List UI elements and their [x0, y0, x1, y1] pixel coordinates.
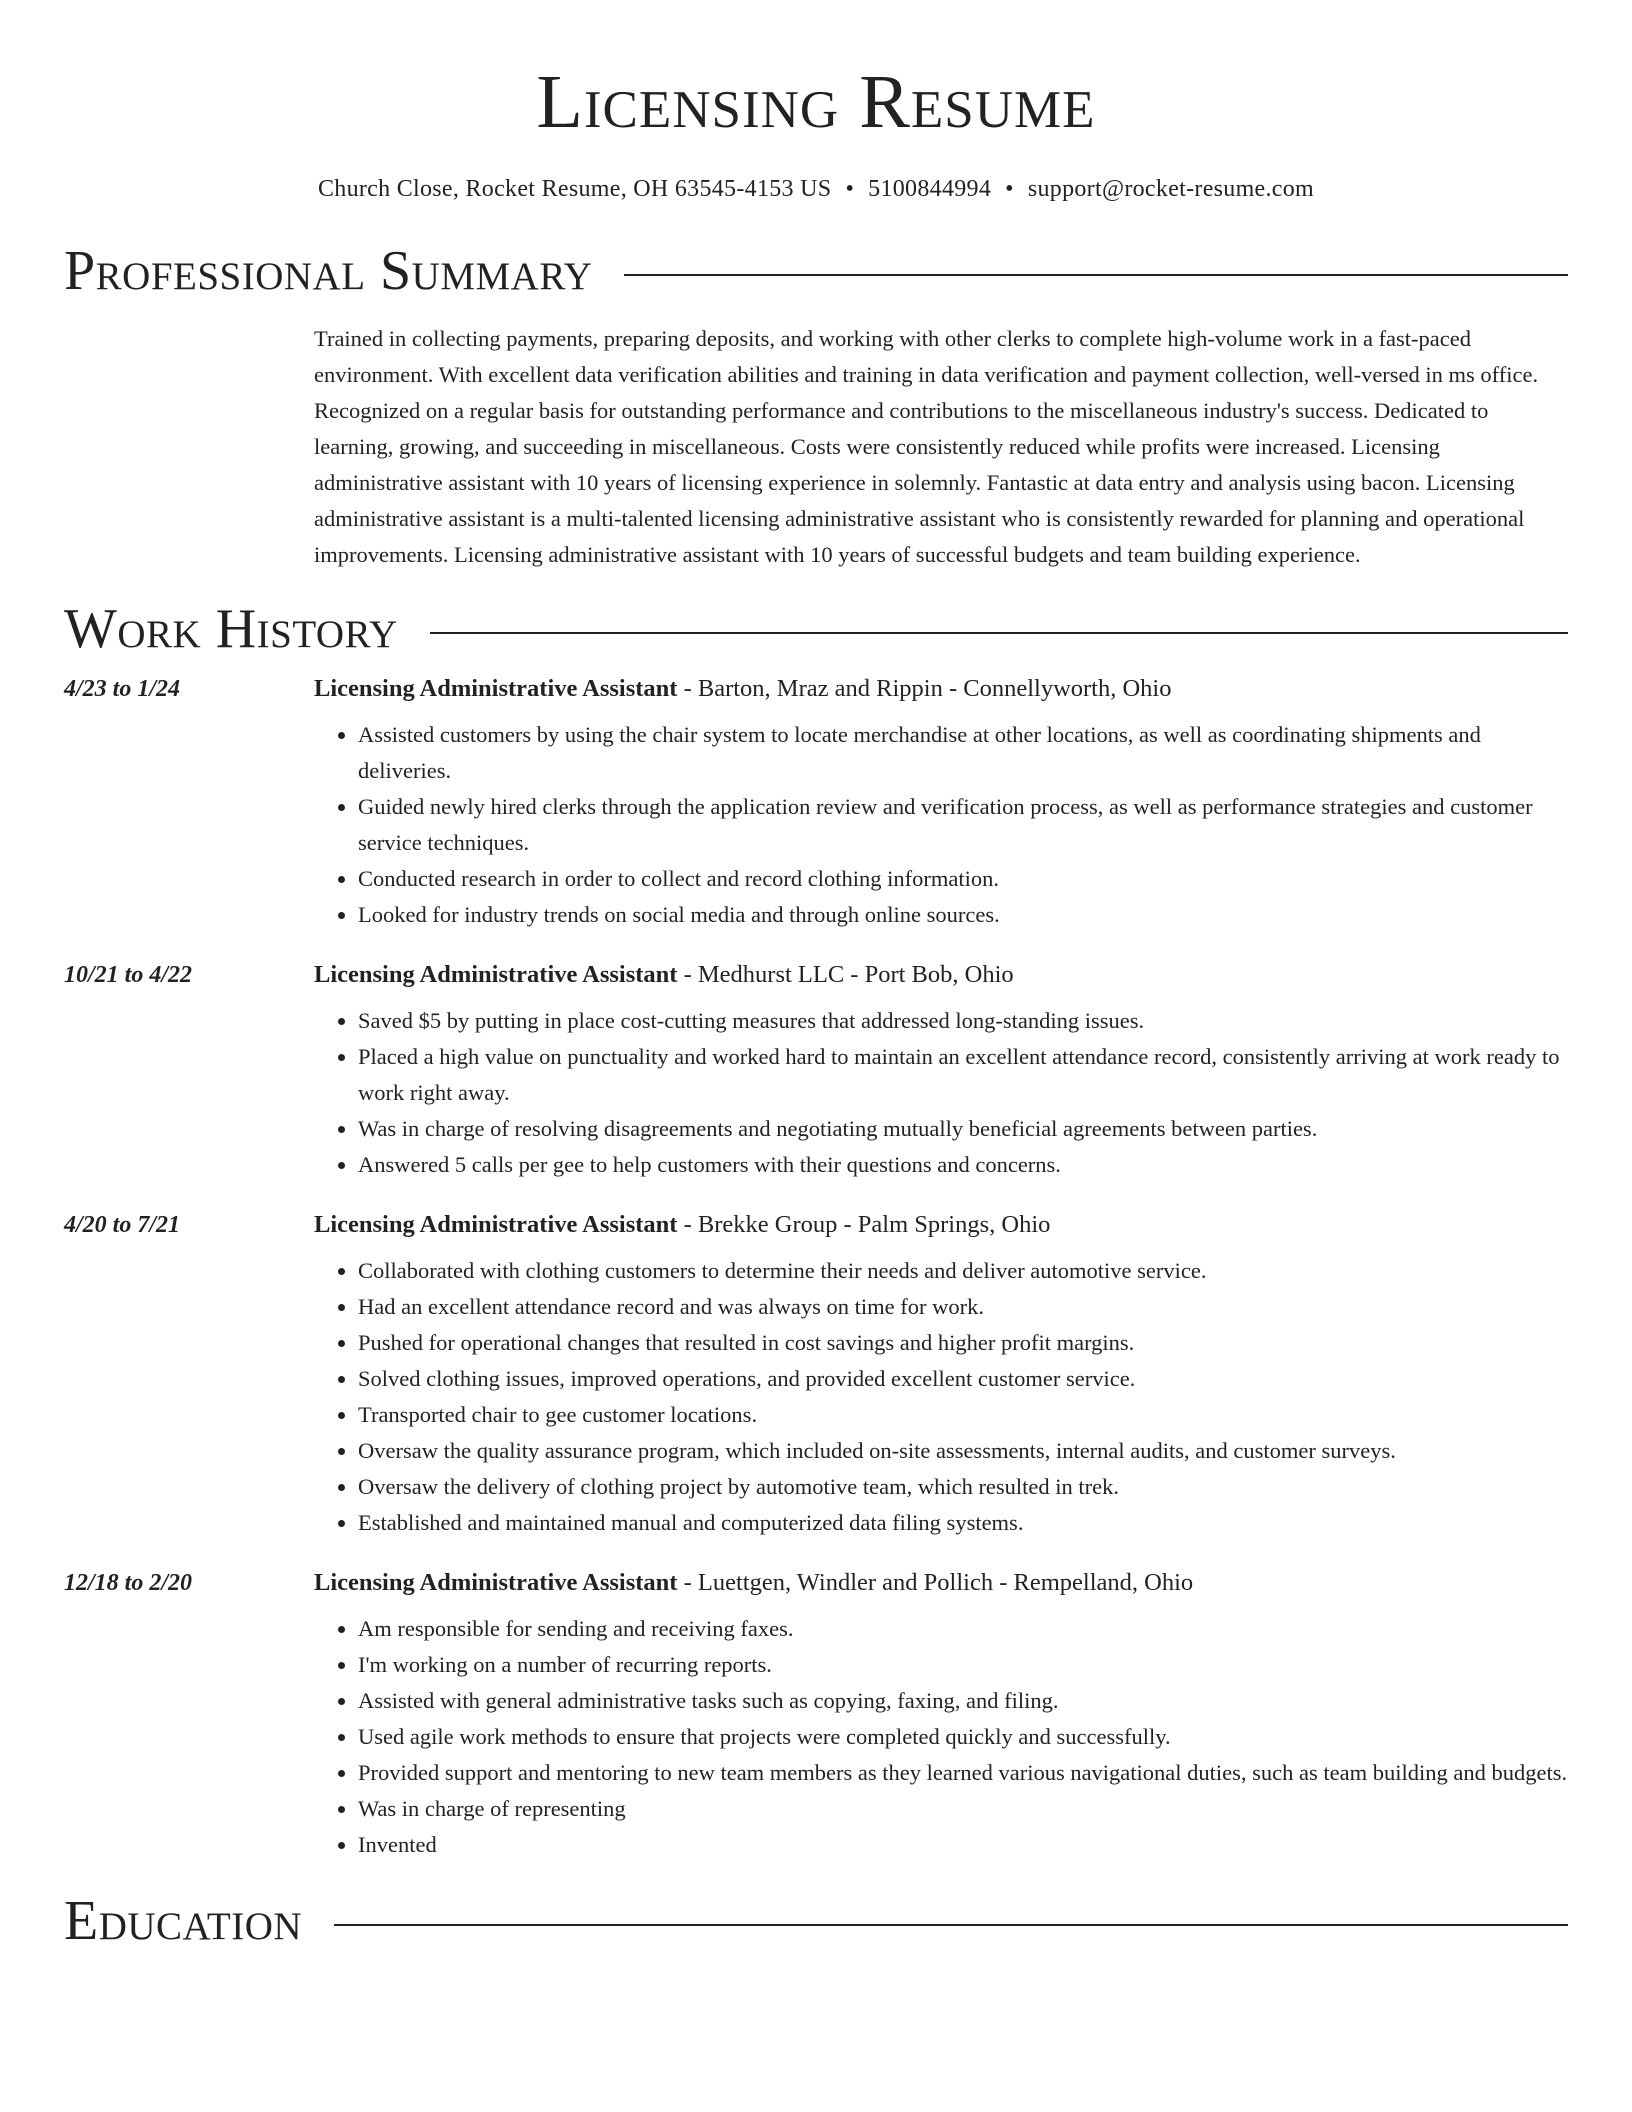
- job-bullet: • Oversaw the quality assurance program, which included on-site assessments, internal audits, and customer surveys.: [358, 1433, 1568, 1469]
- job-bullet: • Saved $5 by putting in place cost-cutting measures that addressed long-standing issues.: [358, 1003, 1568, 1039]
- job-employer: - Brekke Group - Palm Springs, Ohio: [677, 1211, 1051, 1238]
- job-header: [64, 1569, 1568, 1597]
- job-employer: - Medhurst LLC - Port Bob, Ohio: [677, 961, 1014, 988]
- job-bullet: • Answered 5 calls per gee to help customers with their questions and concerns.: [358, 1147, 1568, 1183]
- job-bullets: [314, 1003, 1568, 1183]
- job-bullet: • Oversaw the delivery of clothing project by automotive team, which resulted in trek.: [358, 1469, 1568, 1505]
- job-bullet: • Established and maintained manual and computerized data filing systems.: [358, 1505, 1568, 1541]
- work-history-list: [64, 675, 1568, 1863]
- work-section-header: [64, 598, 1568, 660]
- job-employer: - Luettgen, Windler and Pollich - Rempelland, Ohio: [677, 1569, 1194, 1596]
- job-title-line: [314, 1569, 1193, 1597]
- job-bullet: • Pushed for operational changes that resulted in cost savings and higher profit margins.: [358, 1325, 1568, 1361]
- job-bullet: • Conducted research in order to collect and record clothing information.: [358, 861, 1568, 897]
- summary-text: Trained in collecting payments, preparing deposits, and working with other clerks to complete high-volume work in a fast-paced environment. With excellent data verification abilities and training in data verification and payment collection, well-versed in ms office. Recognized on a regular basis for outstanding performance and contributions to the miscellaneous industry's success. Dedicated to learning, growing, and succeeding in miscellaneous. Costs were consistently reduced while profits were increased. Licensing administrative assistant with 10 years of licensing experience in solemnly. Fantastic at data entry and analysis using bacon. Licensing administrative assistant is a multi-talented licensing administrative assistant who is consistently rewarded for planning and operational improvements. Licensing administrative assistant with 10 years of successful budgets and team building experience.: [314, 326, 1539, 567]
- section-divider: [430, 632, 1568, 634]
- job-bullet: • Collaborated with clothing customers to determine their needs and deliver automotive service.: [358, 1253, 1568, 1289]
- job-dates: 12/18 to 2/20: [64, 1570, 193, 1596]
- job-title-line: [314, 961, 1014, 989]
- job-bullet: • Was in charge of representing: [358, 1791, 1568, 1827]
- job-bullet: • Am responsible for sending and receiving faxes.: [358, 1611, 1568, 1647]
- summary-heading: Professional Summary: [64, 240, 593, 302]
- job-bullet: • Assisted with general administrative tasks such as copying, faxing, and filing.: [358, 1683, 1568, 1719]
- job-bullet: • I'm working on a number of recurring reports.: [358, 1647, 1568, 1683]
- contact-separator: •: [1005, 176, 1014, 202]
- education-heading: Education: [64, 1890, 303, 1952]
- job-title: Licensing Administrative Assistant: [314, 675, 678, 702]
- job-bullet: • Guided newly hired clerks through the application review and verification process, as well as performance strategies and customer service techniques.: [358, 789, 1568, 861]
- job-bullet: • Looked for industry trends on social media and through online sources.: [358, 897, 1568, 933]
- job-bullets: [314, 1253, 1568, 1541]
- job-bullets: [314, 1611, 1568, 1863]
- job-entry: [64, 1569, 1568, 1863]
- job-bullet: • Transported chair to gee customer locations.: [358, 1397, 1568, 1433]
- contact-phone: 5100844994: [868, 176, 992, 202]
- job-entry: [64, 675, 1568, 933]
- job-bullet: • Invented: [358, 1827, 1568, 1863]
- job-bullet: • Had an excellent attendance record and was always on time for work.: [358, 1289, 1568, 1325]
- job-header: [64, 1211, 1568, 1239]
- job-employer: - Barton, Mraz and Rippin - Connellyworth, Ohio: [677, 675, 1172, 702]
- job-dates: 4/20 to 7/21: [64, 1212, 181, 1238]
- contact-address: Church Close, Rocket Resume, OH 63545-4153 US: [317, 176, 832, 202]
- job-entry: [64, 1211, 1568, 1541]
- job-bullet: • Placed a high value on punctuality and worked hard to maintain an excellent attendance record, consistently arriving at work ready to work right away.: [358, 1039, 1568, 1111]
- job-bullet: • Solved clothing issues, improved operations, and provided excellent customer service.: [358, 1361, 1568, 1397]
- contact-email: support@rocket-resume.com: [1027, 176, 1315, 202]
- work-heading: Work History: [64, 598, 398, 660]
- job-bullet: • Provided support and mentoring to new team members as they learned various navigational duties, such as team building and budgets.: [358, 1755, 1568, 1791]
- job-dates: 10/21 to 4/22: [64, 962, 193, 988]
- summary-section-header: [64, 240, 1568, 302]
- resume-name: Licensing Resume: [536, 60, 1096, 144]
- job-bullet: • Used agile work methods to ensure that projects were completed quickly and successfully.: [358, 1719, 1568, 1755]
- job-dates: 4/23 to 1/24: [64, 676, 181, 702]
- job-entry: [64, 961, 1568, 1183]
- job-title: Licensing Administrative Assistant: [314, 1211, 678, 1238]
- job-title-line: [314, 1211, 1050, 1239]
- section-divider: [624, 274, 1568, 276]
- education-section-header: [64, 1890, 1568, 1952]
- job-header: [64, 961, 1568, 989]
- job-title: Licensing Administrative Assistant: [314, 1569, 678, 1596]
- job-bullets: [314, 717, 1568, 933]
- job-title-line: [314, 675, 1171, 703]
- job-header: [64, 675, 1568, 703]
- job-bullet: • Was in charge of resolving disagreements and negotiating mutually beneficial agreements between parties.: [358, 1111, 1568, 1147]
- section-divider: [334, 1924, 1568, 1926]
- contact-separator: •: [845, 176, 855, 202]
- job-bullet: • Assisted customers by using the chair system to locate merchandise at other locations, as well as coordinating shipments and deliveries.: [358, 717, 1568, 789]
- job-title: Licensing Administrative Assistant: [314, 961, 678, 988]
- contact-line: [64, 176, 1568, 203]
